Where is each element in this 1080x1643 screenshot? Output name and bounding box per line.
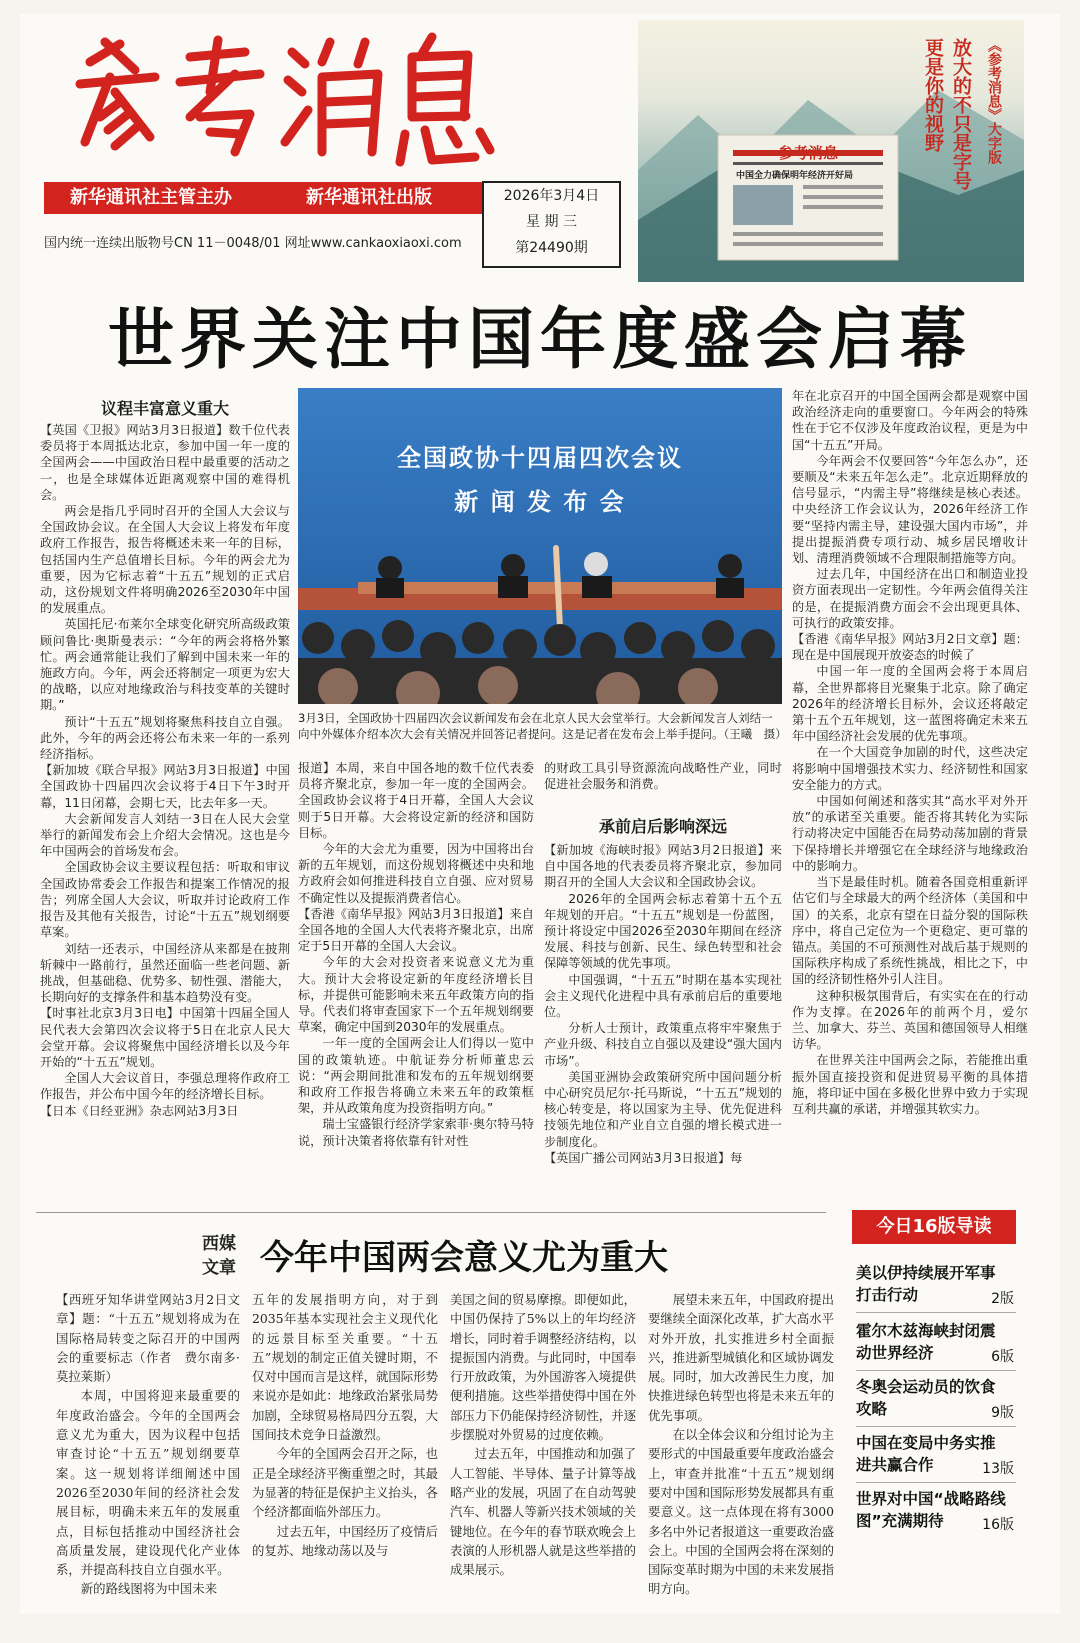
press-conference-photo [298,388,782,704]
paragraph: 中国一年一度的全国两会将于本周启幕，全世界都将目光聚集于北京。除了确定2026年的经济增长目标外，会议还将敲定第十五个五年规划，这一蓝图将确定未来五年中国经济社会发展的优先事项。 [792,664,1028,744]
paragraph: 在一个大国竞争加剧的时代，这些决定将影响中国增强技术实力、经济韧性和国家安全能力的方式。 [792,745,1028,792]
paragraph: 2026年的全国两会标志着第十五个五年规划的开启。“十五五”规划是一份蓝图，预计将设定中国2026至2030年期间在经济发展、科技与创新、民生、绿色转型和社会保障等领域的优先事项。 [544,891,782,971]
issue-number: 第24490期 [515,240,588,256]
paragraph: 过去五年，中国推动和加强了人工智能、半导体、量子计算等战略产业的发展，巩固了在自动驾驶汽车、机器人等新兴技术领域的关键地位。在今年的春节联欢晚会上表演的人形机器人就是这些举措的成果展示。 [450,1446,636,1578]
paragraph: 本周，中国将迎来最重要的年度政治盛会。今年的全国两会意义尤为重大，因为议程中包括审查讨论“十五五”规划纲要草案。这一规划将详细阐述中国2026至2030年间的经济社会发展目标，明确未来五年的发展重点，目标包括推动中国经济社会高质量发展，建设现代化产业体系，并提高科技自立自强水平。 [56,1388,240,1578]
paragraph: 分析人士预计，政策重点将牢牢聚焦于产业升级、科技自立自强以及建设“强大国内市场”。 [544,1021,782,1068]
paragraph: 过去五年，中国经历了疫情后的复苏、地缘动荡以及与 [252,1523,438,1558]
paragraph: 英国托尼·布莱尔全球变化研究所高级政策顾问鲁比·奥斯曼表示：“今年的两会将格外繁忙。两会通常能让我们了解到中国未来一年的施政方向。今年，两会还将制定一项更为宏大的战略，以应对地缘政治与科技变革的关键时期。” [40,617,290,713]
publication-info: 国内统一连续出版物号CN 11－0048/01 网址www.cankaoxiaoxi.com [44,236,462,251]
col3-lead [544,760,782,794]
paragraph: 【英国《卫报》网站3月3日报道】数千位代表委员将于本周抵达北京，参加中国一年一度的全国两会——中国政治日程中最重要的活动之一，也是全球媒体近距离观察中国的难得机会。 [40,423,290,502]
paragraph: 美国亚洲协会政策研究所中国问题分析中心研究员尼尔·托马斯说，“十五五”规划的核心转变是，将以国家为主导、优先促进科技领先地位和产业自立自强的增长模式进一步制度化。 [544,1069,782,1149]
todays-guide [846,1210,1022,1602]
paragraph: 一年一度的全国两会让人们得以一览中国的政策轨迹。中航证券分析师董忠云说：“两会期间批准和发布的五年规划纲要和政府工作报告将确立未来五年的政策框架，并从政策角度为投资指明方向。” [298,1036,534,1116]
guide-item[interactable] [856,1488,1016,1538]
section-divider [36,1212,826,1213]
paragraph: 【日本《日经亚洲》杂志网站3月3日 [40,1103,239,1118]
paragraph: 当下是最佳时机。随着各国竞相重新评估它们与全球最大的两个经济体（美国和中国）的关系，北京有望在日益分裂的国际秩序中，将自己定位为一个更稳定、更可靠的锚点。美国的不可预测性对战后基于规则的国际秩序构成了系统性挑战，相比之下，中国的经济韧性格外引人注目。 [792,875,1028,987]
paragraph: 中国强调，“十五五”时期在基本实现社会主义现代化进程中具有承前启后的重要地位。 [544,972,782,1020]
paragraph: 五年的发展指明方向，对于到2035年基本实现社会主义现代化的远景目标至关重要。“十五五”规划的制定正值关键时期，不仅对中国而言是这样，就国际形势来说亦是如此：地缘政治紧张局势加剧，全球贸易格局四分五裂，大国间技术竞争日益激烈。 [252,1292,438,1443]
col4-text [792,388,1028,1206]
publisher-text: 新华通讯社出版 [306,187,432,208]
banner-line-1: 全国政协十四届四次会议 [397,444,683,472]
guide-item-page: 2版 [991,1291,1014,1307]
paragraph: 【英国广播公司网站3月3日报道】每 [544,1150,743,1165]
bottom-col1-text [56,1290,240,1596]
bottom-section-label: 西媒文章 [202,1234,236,1278]
guide-item-page: 13版 [982,1461,1014,1477]
col3-text [544,842,782,1206]
paragraph: 今年的大会对投资者来说意义尤为重大。预计大会将设定新的年度经济增长目标，并提供可能影响未来五年政策方向的指导。代表们将审查国家下一个五年规划纲要草案，确定中国到2030年的发展重点。 [298,955,534,1035]
bottom-col2-text [252,1290,438,1596]
guide-item[interactable] [856,1320,1016,1371]
issue-weekday: 星 期 三 [526,214,577,230]
main-headline: 世界关注中国年度盛会启幕 [108,301,972,378]
guide-title: 今日16版导读 [852,1210,1016,1244]
sponsor-text: 新华通讯社主管主办 [70,187,232,208]
paragraph: 过去几年，中国经济在出口和制造业投资方面表现出一定韧性。今年两会值得关注的是，在提振消费方面会不会出现更具体、可执行的政策安排。 [792,567,1028,630]
ad-slogan-2: 更是你的视野 [922,38,944,152]
guide-item[interactable] [856,1432,1016,1483]
ad-title: 《参考消息》大字版 [986,38,1002,164]
paragraph: 今年两会不仅要回答“今年怎么办”，还要顺及“未来五年怎么走”。北京近期释放的信号显示，“内需主导”将继续是核心表述。中央经济工作会议认为，2026年经济工作要“坚持内需主导，建设强大国内市场”，并提出提振消费专项行动、城乡居民增收计划、清理消费领域不合理限制措施等方向。 [792,453,1028,566]
col3-heading: 承前启后影响深远 [598,817,727,836]
col2-text [298,760,534,1206]
paragraph: 全国人大会议首日，李强总理将作政府工作报告，并公布中国今年的经济增长目标。 [40,1071,290,1102]
masthead [44,14,514,264]
paragraph: 报道】本周，来自中国各地的数千位代表委员将齐聚北京，参加一年一度的全国两会。全国政协会议将于4日开幕，全国人大会议则于5日开幕。大会将设定新的经济和国防目标。 [298,761,534,840]
newspaper-page [20,14,1060,1614]
guide-item-page: 6版 [991,1349,1014,1365]
bottom-section-title: 今年中国两会意义尤为重大 [260,1238,668,1278]
paragraph: 【西班牙知华讲堂网站3月2日文章】题：“十五五”规划将成为在国际格局转变之际召开的中国两会的重要标志（作者 费尔南多·莫拉莱斯） [56,1292,240,1385]
paragraph: 中国如何阐述和落实其“高水平对外开放”的承诺至关重要。能否将其转化为实际行动将决定中国能否在局势动荡加剧的背景下保持增长并增强它在全球经济与地缘政治中的影响力。 [792,794,1028,873]
paragraph: 美国之间的贸易摩擦。即便如此，中国仍保持了5%以上的年均经济增长，同时着手调整经济结构，以提振国内消费。与此同时，中国奉行开放政策，为外国游客入境提供便利措施。这些举措使得中国在外部压力下仍能保持经济韧性，并逐步摆脱对外贸易的过度依赖。 [450,1292,636,1443]
photo-caption: 3月3日，全国政协十四届四次会议新闻发布会在北京人民大会堂举行。大会新闻发言人刘结一向中外媒体介绍本次大会有关情况并回答记者提问。这是记者在发布会上举手提问。（王曦 摄） [298,711,787,741]
paragraph: 【时事社北京3月3日电】中国第十四届全国人民代表大会第四次会议将于5日在北京人民大会堂开幕。会议将聚焦中国经济增长以及今年开始的“十五五”规划。 [40,1006,290,1069]
paragraph: 大会新闻发言人刘结一3日在人民大会堂举行的新闻发布会上介绍大会情况。这也是今年中国两会的首场发布会。 [40,811,290,859]
masthead-logo [60,22,500,172]
issue-date-box [482,181,621,268]
guide-item[interactable] [856,1376,1016,1427]
col1-text [40,422,290,1206]
paragraph: 这种积极氛围背后，有实实在在的行动作为支撑。在2026年的前两个月，爱尔兰、加拿大、芬兰、英国和德国领导人相继访华。 [792,988,1028,1052]
paragraph: 【香港《南华早报》网站3月3日报道】来自全国各地的全国人大代表将齐聚北京，出席定于5日开幕的全国人大会议。 [298,906,534,954]
paragraph: 在世界关注中国两会之际，若能推出重振外国直接投资和促进贸易平衡的具体措施，将印证中国在多极化世界中致力于实现互利共赢的承诺，并增强其软实力。 [792,1053,1028,1116]
paragraph: 全国政协会议主要议程包括：听取和审议全国政协常委会工作报告和提案工作情况的报告；列席全国人大会议，听取并讨论政府工作报告及其他有关报告，讨论“十五五”规划纲要草案。 [40,860,290,940]
paragraph: 【新加坡《联合早报》网站3月3日报道】中国全国政协十四届四次会议将于4日下午3时开幕，11日闭幕，会期七天，比去年多一天。 [40,763,290,810]
ad-paper-logo: 参考消息 [778,144,839,162]
ad-paper-headline: 中国全力确保明年经济开好局 [736,171,854,181]
issue-date: 2026年3月4日 [503,188,600,204]
col1-heading: 议程丰富意义重大 [100,399,229,418]
paragraph: 年在北京召开的中国全国两会都是观察中国政治经济走向的重要窗口。今年两会的特殊性在于它不仅涉及年度政治议程，更是为中国“十五五”开局。 [792,389,1028,452]
paragraph: 刘结一还表示，中国经济从来都是在披荆斩棘中一路前行，虽然还面临一些老问题、新挑战，但基础稳、优势多、韧性强、潜能大，长期向好的支撑条件和基本趋势没有变。 [40,941,290,1005]
guide-item-title: 世界对中国“战略路线图”充满期待 [856,1490,1006,1530]
paragraph: 两会是指几乎同时召开的全国人大会议与全国政协会议。在全国人大会议上将发布年度政府工作报告，报告将概述未来一年的目标，包括国内生产总值增长目标。今年的两会尤为重要，因为它标志着“十五五”规划的正式启动，这份规划文件将明确2026至2030年中国的发展重点。 [40,504,290,616]
photo-image [298,388,782,704]
bottom-col4-text [648,1290,834,1596]
guide-item[interactable] [856,1262,1016,1313]
paragraph: 预计“十五五”规划将聚焦科技自立自强。此外，今年的两会还将公布未来一年的一系列经济指标。 [40,714,290,762]
ad-slogan-1: 放大的不只是字号 [950,38,972,190]
guide-item-title: 美以伊持续展开军事打击行动 [856,1264,996,1304]
paragraph: 今年的全国两会召开之际，也正是全球经济平衡重塑之时，其最为显著的特征是保护主义抬头，各个经济都面临外部压力。 [252,1446,438,1520]
paragraph: 【香港《南华早报》网站3月2日文章】题：现在是中国展现开放姿态的时候了 [792,632,1028,663]
paragraph: 今年的大会尤为重要，因为中国将出台新的五年规划，而这份规划将概述中央和地方政府会如何推进科技自立自强、应对贸易不确定性以及提振消费者信心。 [298,842,534,905]
paragraph: 【新加坡《海峡时报》网站3月2日报道】来自中国各地的代表委员将齐聚北京，参加同期召开的全国人大会议和全国政协会议。 [544,843,782,890]
guide-item-title: 中国在变局中务实推进共赢合作 [856,1434,996,1474]
guide-item-title: 霍尔木兹海峡封闭震动世界经济 [856,1322,996,1362]
paragraph: 展望未来五年，中国政府提出要继续全面深化改革，扩大高水平对外开放，扎实推进乡村全面振兴，推进新型城镇化和区域协调发展。同时，加大改善民生力度，加快推进绿色转型也将是未来五年的优先事项。 [648,1292,834,1423]
large-print-advertisement [638,20,1024,282]
sponsor-bar [44,182,484,214]
paragraph: 的财政工具引导资源流向战略性产业，同时促进社会服务和消费。 [544,761,782,792]
guide-item-title: 冬奥会运动员的饮食攻略 [856,1378,996,1418]
bottom-col3-text [450,1290,636,1596]
guide-item-page: 9版 [991,1405,1014,1421]
paragraph: 新的路线图将为中国未来 [80,1581,218,1596]
banner-line-2: 新 闻 发 布 会 [454,488,626,516]
paragraph: 瑞士宝盛银行经济学家索菲·奥尔特马特说，预计决策者将依靠有针对性 [298,1117,534,1148]
guide-item-page: 16版 [982,1517,1014,1533]
paragraph: 在以全体会议和分组讨论为主要形式的中国最重要年度政治盛会上，审查并批准“十五五”规划纲要对中国和国际形势发展都具有重要意义。这一点体现在将有3000多名中外记者报道这一重要政治盛会上。中国的全国两会将在深刻的国际变革时期为中国的未来发展指明方向。 [648,1427,834,1596]
